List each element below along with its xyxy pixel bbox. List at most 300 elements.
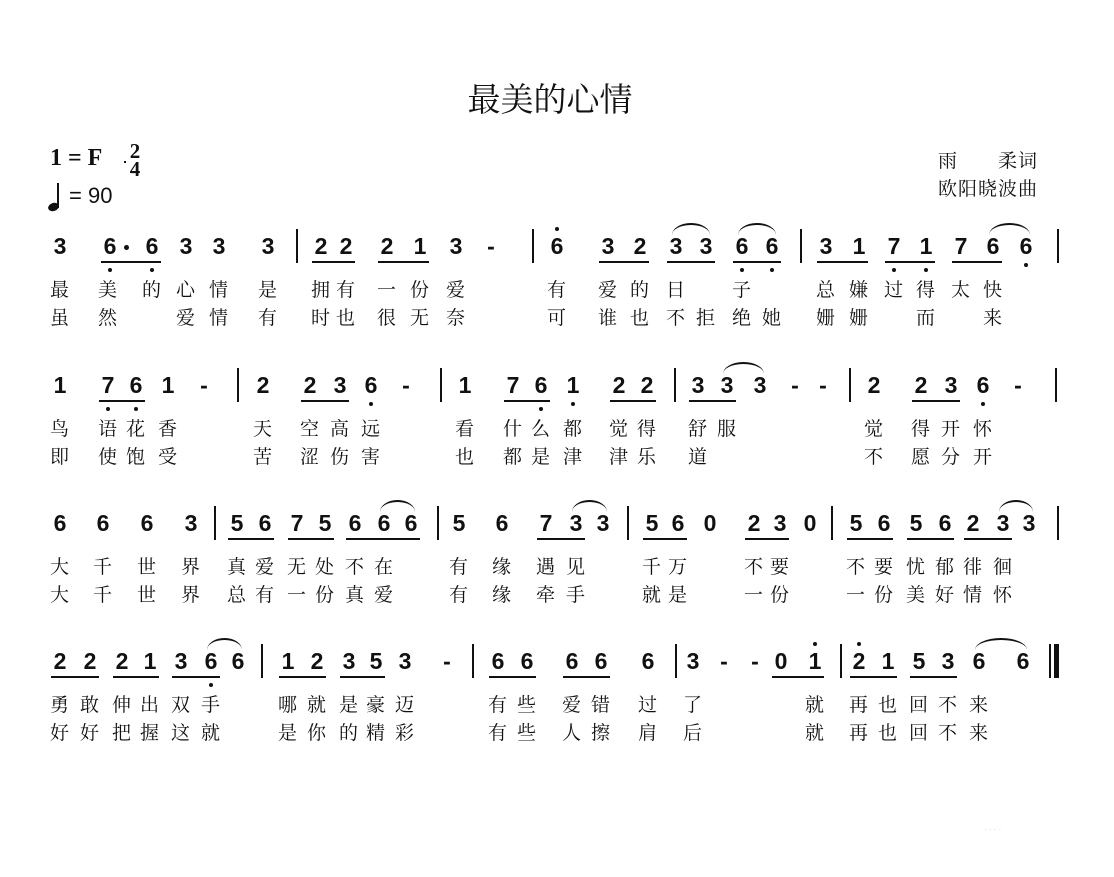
tie-arc	[975, 638, 1027, 650]
lyric-character: 些	[517, 694, 537, 716]
lyric-character: 是	[339, 694, 359, 716]
tie-arc	[989, 223, 1030, 235]
note: 1	[881, 648, 895, 674]
lyric-character: 害	[361, 446, 381, 468]
lyric-character: 得	[637, 418, 657, 440]
lyric-character: 就	[642, 584, 662, 606]
note: 2	[314, 233, 328, 259]
high-octave-dot	[813, 642, 817, 646]
lyric-character: 后	[683, 722, 703, 744]
final-barline-thick	[1054, 644, 1059, 678]
lyric-character: 道	[688, 446, 708, 468]
barline	[675, 644, 677, 678]
lyric-character: 服	[717, 418, 737, 440]
note: 1	[143, 648, 157, 674]
lyric-character: 敢	[80, 694, 100, 716]
eighth-underline	[312, 261, 355, 263]
eighth-underline	[563, 676, 610, 678]
lyric-character: 子	[732, 279, 752, 301]
note: 3	[819, 233, 833, 259]
low-octave-dot	[892, 268, 896, 272]
barline	[849, 368, 851, 402]
lyric-character: 情	[209, 307, 229, 329]
lyric-character: 乐	[637, 446, 657, 468]
lyric-character: 都	[563, 418, 583, 440]
note: 5	[230, 510, 244, 536]
lyric-character: 最	[50, 279, 70, 301]
eighth-underline	[599, 261, 649, 263]
note: 6	[1016, 648, 1030, 674]
eighth-underline	[504, 400, 550, 402]
note: 2	[747, 510, 761, 536]
lyric-character: 肩	[638, 722, 658, 744]
lyric-character: 么	[531, 418, 551, 440]
lyric-character: 缘	[492, 584, 512, 606]
tie-arc	[380, 500, 415, 512]
barline	[1057, 229, 1059, 263]
eighth-underline	[378, 261, 429, 263]
lyric-character: 有	[488, 722, 508, 744]
lyric-character: 爱	[176, 307, 196, 329]
lyric-character: 就	[805, 722, 825, 744]
lyric-character: 分	[941, 446, 961, 468]
lyric-character: 鸟	[50, 418, 70, 440]
note: 2	[633, 233, 647, 259]
note: 6	[938, 510, 952, 536]
time-signature-bottom: 4	[129, 157, 141, 181]
eighth-underline	[912, 400, 960, 402]
lyric-character: 虽	[50, 307, 70, 329]
note: 7	[101, 372, 115, 398]
lyric-character: 伤	[330, 446, 350, 468]
eighth-underline	[610, 400, 656, 402]
note: 1	[458, 372, 472, 398]
lyric-character: 真	[345, 584, 365, 606]
lyric-character: 擦	[591, 722, 611, 744]
lyric-character: 受	[158, 446, 178, 468]
barline	[674, 368, 676, 402]
note: 3	[261, 233, 275, 259]
lyric-character: 谁	[598, 307, 618, 329]
lyric-character: 拒	[696, 307, 716, 329]
lyric-character: 来	[969, 722, 989, 744]
lyric-character: 情	[209, 279, 229, 301]
barline	[1057, 506, 1059, 540]
lyric-character: 觉	[609, 418, 629, 440]
note: 6	[377, 510, 391, 536]
note: 2	[339, 233, 353, 259]
lyric-character: 精	[366, 722, 386, 744]
note: 6	[96, 510, 110, 536]
lyric-character: 是	[278, 722, 298, 744]
note: 2	[966, 510, 980, 536]
lyric-character: 即	[50, 446, 70, 468]
lyric-character: 再	[849, 694, 869, 716]
eighth-underline	[113, 676, 159, 678]
song-title: 最美的心情	[467, 80, 633, 119]
lyric-character: 豪	[366, 694, 386, 716]
lyric-character: 有	[336, 279, 356, 301]
lyric-character: 手	[566, 584, 586, 606]
lyric-character: 界	[181, 584, 201, 606]
lyric-character: 不	[744, 556, 764, 578]
lyric-character: 然	[98, 307, 118, 329]
eighth-underline	[847, 538, 893, 540]
lyric-character: 把	[112, 722, 132, 744]
barline	[237, 368, 239, 402]
lyric-character: 一	[287, 584, 307, 606]
lyric-character: 过	[884, 279, 904, 301]
lyric-character: 奈	[446, 307, 466, 329]
eighth-underline	[643, 538, 687, 540]
lyric-character: 份	[874, 584, 894, 606]
lyric-character: 要	[874, 556, 894, 578]
note: 3	[449, 233, 463, 259]
lyric-character: 缘	[492, 556, 512, 578]
note: 6	[520, 648, 534, 674]
note: 0	[774, 648, 788, 674]
low-octave-dot	[1024, 263, 1028, 267]
eighth-underline	[667, 261, 715, 263]
lyric-character: 爱	[562, 694, 582, 716]
lyric-character: 的	[142, 279, 162, 301]
lyric-character: 得	[911, 418, 931, 440]
note: 3	[179, 233, 193, 259]
note: 6	[671, 510, 685, 536]
low-octave-dot	[770, 268, 774, 272]
note: 3	[699, 233, 713, 259]
barline	[440, 368, 442, 402]
lyric-character: 不	[345, 556, 365, 578]
note: 2	[310, 648, 324, 674]
lyric-character: 迈	[395, 694, 415, 716]
eighth-underline	[772, 676, 824, 678]
low-octave-dot	[106, 407, 110, 411]
lyric-character: 大	[50, 556, 70, 578]
low-octave-dot	[740, 268, 744, 272]
note: 3	[773, 510, 787, 536]
eighth-underline	[817, 261, 868, 263]
low-octave-dot	[134, 407, 138, 411]
lyric-character: 也	[336, 307, 356, 329]
note: 3	[941, 648, 955, 674]
quarter-note-icon	[48, 181, 66, 211]
lyric-character: 千	[93, 556, 113, 578]
eighth-underline	[907, 538, 954, 540]
note: 5	[912, 648, 926, 674]
lyric-character: 一	[377, 279, 397, 301]
note: 5	[849, 510, 863, 536]
lyric-character: 好	[80, 722, 100, 744]
note: 3	[686, 648, 700, 674]
lyric-character: 而	[916, 307, 936, 329]
time-signature	[124, 139, 146, 181]
lyric-character: 饱	[126, 446, 146, 468]
eighth-underline	[689, 400, 736, 402]
lyric-character: 见	[566, 556, 586, 578]
lyric-character: 爱	[374, 584, 394, 606]
eighth-underline	[733, 261, 781, 263]
lyric-character: 有	[449, 556, 469, 578]
lyric-character: 错	[591, 694, 611, 716]
hold-dash: -	[487, 233, 495, 259]
note: 6	[491, 648, 505, 674]
tie-arc	[572, 500, 607, 512]
note: 3	[1022, 510, 1036, 536]
lyric-character: 份	[410, 279, 430, 301]
lyric-character: 愿	[911, 446, 931, 468]
lyric-character: 双	[171, 694, 191, 716]
note: 3	[174, 648, 188, 674]
lyric-character: 处	[315, 556, 335, 578]
lyric-character: 徊	[993, 556, 1013, 578]
barline	[437, 506, 439, 540]
eighth-underline	[885, 261, 935, 263]
lyric-character: 一	[846, 584, 866, 606]
lyric-character: 遇	[536, 556, 556, 578]
note: 6	[53, 510, 67, 536]
note: 3	[342, 648, 356, 674]
eighth-underline	[952, 261, 1002, 263]
eighth-underline	[99, 400, 145, 402]
note: 1	[161, 372, 175, 398]
note: 6	[550, 233, 564, 259]
hold-dash: -	[751, 648, 759, 674]
lyric-character: 徘	[963, 556, 983, 578]
lyric-character: 都	[503, 446, 523, 468]
barline	[472, 644, 474, 678]
note: 6	[735, 233, 749, 259]
low-octave-dot	[108, 268, 112, 272]
lyric-character: 空	[300, 418, 320, 440]
tie-arc	[738, 223, 776, 235]
barline	[831, 506, 833, 540]
note: 5	[369, 648, 383, 674]
lyric-character: 心	[176, 279, 196, 301]
lyric-character: 怀	[973, 418, 993, 440]
eighth-underline	[346, 538, 420, 540]
lyric-character: 忧	[906, 556, 926, 578]
lyric-character: 彩	[395, 722, 415, 744]
note: 6	[348, 510, 362, 536]
note: 6	[145, 233, 159, 259]
lyric-character: 千	[642, 556, 662, 578]
low-octave-dot	[150, 268, 154, 272]
low-octave-dot	[539, 407, 543, 411]
lyric-character: 万	[668, 556, 688, 578]
lyric-character: 就	[307, 694, 327, 716]
note: 3	[333, 372, 347, 398]
note: 6	[404, 510, 418, 536]
eighth-underline	[172, 676, 220, 678]
lyric-character: 手	[201, 694, 221, 716]
eighth-underline	[228, 538, 274, 540]
note: 1	[53, 372, 67, 398]
lyric-character: 好	[50, 722, 70, 744]
high-octave-dot	[857, 642, 861, 646]
hold-dash: -	[1014, 372, 1022, 398]
lyric-character: 绝	[732, 307, 752, 329]
lyric-character: 要	[770, 556, 790, 578]
note: 6	[364, 372, 378, 398]
lyric-character: 姗	[816, 307, 836, 329]
note: 3	[569, 510, 583, 536]
low-octave-dot	[369, 402, 373, 406]
note: 6	[534, 372, 548, 398]
lyric-character: 高	[330, 418, 350, 440]
lyric-character: 牵	[536, 584, 556, 606]
lyric-character: 一	[744, 584, 764, 606]
lyric-character: 无	[287, 556, 307, 578]
eighth-underline	[101, 261, 161, 263]
lyric-character: 不	[938, 694, 958, 716]
barline	[800, 229, 802, 263]
lyric-character: 人	[562, 722, 582, 744]
lyric-character: 界	[181, 556, 201, 578]
lyric-character: 是	[531, 446, 551, 468]
barline	[214, 506, 216, 540]
lyric-character: 了	[683, 694, 703, 716]
note: 1	[852, 233, 866, 259]
tie-arc	[723, 362, 764, 374]
note: 6	[258, 510, 272, 536]
note: 0	[703, 510, 717, 536]
note: 7	[539, 510, 553, 536]
hold-dash: -	[443, 648, 451, 674]
note: 3	[184, 510, 198, 536]
low-octave-dot	[981, 402, 985, 406]
eighth-underline	[850, 676, 897, 678]
lyric-character: 些	[517, 722, 537, 744]
lyric-character: 来	[983, 307, 1003, 329]
lyric-character: 不	[938, 722, 958, 744]
note: 3	[601, 233, 615, 259]
note: 5	[318, 510, 332, 536]
lyric-character: 嫌	[849, 279, 869, 301]
lyric-character: 爱	[446, 279, 466, 301]
lyric-character: 出	[140, 694, 160, 716]
note: 0	[803, 510, 817, 536]
note: 1	[413, 233, 427, 259]
lyric-character: 世	[137, 584, 157, 606]
lyric-character: 勇	[50, 694, 70, 716]
lyric-character: 千	[93, 584, 113, 606]
lyric-character: 舒	[688, 418, 708, 440]
lyric-character: 有	[449, 584, 469, 606]
low-octave-dot	[209, 683, 213, 687]
note: 2	[852, 648, 866, 674]
note: 3	[596, 510, 610, 536]
lyric-character: 远	[361, 418, 381, 440]
watermark: · · · ·	[984, 825, 1002, 834]
note: 6	[594, 648, 608, 674]
lyric-character: 也	[630, 307, 650, 329]
note: 6	[204, 648, 218, 674]
note: 6	[495, 510, 509, 536]
note: 6	[129, 372, 143, 398]
lyric-character: 再	[849, 722, 869, 744]
lyric-character: 时	[311, 307, 331, 329]
hold-dash: -	[402, 372, 410, 398]
lyric-character: 就	[805, 694, 825, 716]
lyric-character: 她	[762, 307, 782, 329]
lyric-character: 就	[201, 722, 221, 744]
lyric-character: 世	[137, 556, 157, 578]
eighth-underline	[537, 538, 585, 540]
note: 3	[720, 372, 734, 398]
barline	[296, 229, 298, 263]
barline	[840, 644, 842, 678]
note: 2	[380, 233, 394, 259]
lyric-character: 津	[609, 446, 629, 468]
lyric-character: 不	[846, 556, 866, 578]
lyric-character: 有	[258, 307, 278, 329]
eighth-underline	[340, 676, 385, 678]
low-octave-dot	[571, 402, 575, 406]
lyric-character: 在	[374, 556, 394, 578]
eighth-underline	[964, 538, 1012, 540]
lyric-character: 情	[963, 584, 983, 606]
lyric-character: 不	[666, 307, 686, 329]
lyric-character: 的	[339, 722, 359, 744]
lyric-character: 津	[563, 446, 583, 468]
lyric-character: 觉	[864, 418, 884, 440]
lyric-character: 得	[916, 279, 936, 301]
tempo-value: = 90	[69, 183, 113, 208]
note: 6	[231, 648, 245, 674]
note: 6	[877, 510, 891, 536]
lyric-character: 握	[140, 722, 160, 744]
lyric-character: 爱	[598, 279, 618, 301]
lyric-character: 不	[864, 446, 884, 468]
lyric-character: 这	[171, 722, 191, 744]
lyric-character: 美	[906, 584, 926, 606]
note: 6	[565, 648, 579, 674]
note: 1	[281, 648, 295, 674]
lyric-character: 也	[878, 694, 898, 716]
note: 2	[640, 372, 654, 398]
note: 1	[919, 233, 933, 259]
note: 6	[103, 233, 117, 259]
lyric-character: 有	[547, 279, 567, 301]
key-signature: 1 = F	[50, 145, 103, 171]
lyric-character: 总	[227, 584, 247, 606]
lyric-character: 很	[377, 307, 397, 329]
barline	[261, 644, 263, 678]
note: 3	[669, 233, 683, 259]
note: 6	[140, 510, 154, 536]
note: 2	[115, 648, 129, 674]
hold-dash: -	[791, 372, 799, 398]
note: 3	[53, 233, 67, 259]
note: 3	[944, 372, 958, 398]
lyric-character: 你	[307, 722, 327, 744]
note: 6	[986, 233, 1000, 259]
lyric-character: 有	[255, 584, 275, 606]
note: 2	[914, 372, 928, 398]
lyric-character: 大	[50, 584, 70, 606]
composer-credit: 欧阳晓波曲	[938, 178, 1039, 200]
lyric-character: 份	[770, 584, 790, 606]
note: 5	[452, 510, 466, 536]
lyric-character: 份	[315, 584, 335, 606]
lyric-character: 的	[630, 279, 650, 301]
lyric-character: 哪	[278, 694, 298, 716]
lyric-character: 语	[98, 418, 118, 440]
lyric-character: 天	[253, 418, 273, 440]
barline	[1055, 368, 1057, 402]
lyric-character: 看	[455, 418, 475, 440]
